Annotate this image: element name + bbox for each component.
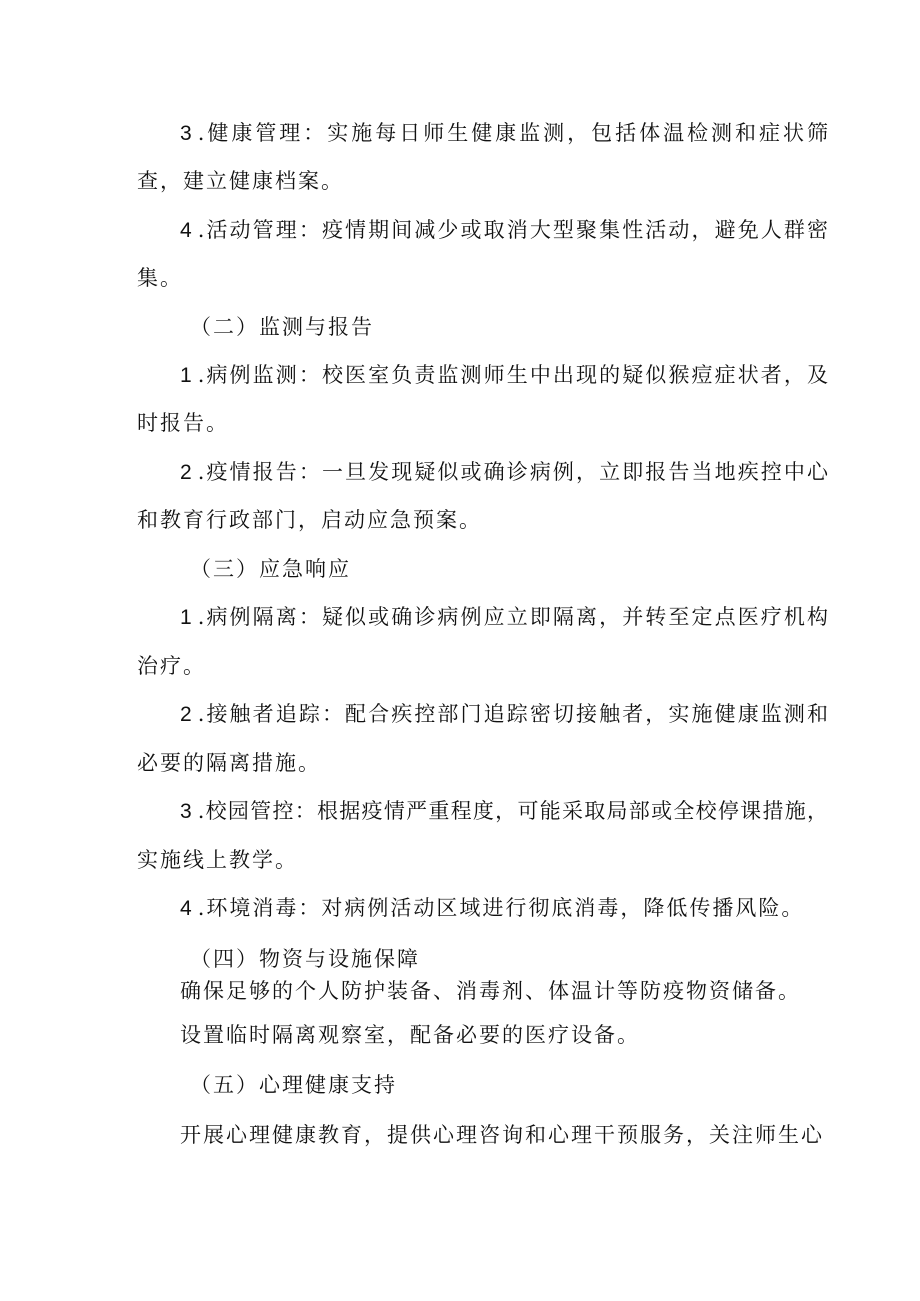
paragraph-epidemic-report-line2: 和教育行政部门，启动应急预案。 bbox=[137, 508, 482, 532]
paragraph-text: .病例隔离：疑似或确诊病例应立即隔离，并转至定点医疗机构 bbox=[197, 605, 828, 629]
item-number: 4 bbox=[180, 897, 192, 920]
item-number: 1 bbox=[180, 606, 192, 629]
paragraph-text: .接触者追踪：配合疾控部门追踪密切接触者，实施健康监测和 bbox=[197, 702, 828, 726]
paragraph-isolation-room: 设置临时隔离观察室，配备必要的医疗设备。 bbox=[180, 1023, 640, 1047]
paragraph-mental-health: 开展心理健康教育，提供心理咨询和心理干预服务，关注师生心 bbox=[180, 1123, 824, 1147]
item-number: 1 bbox=[180, 364, 192, 387]
paragraph-case-monitoring-line2: 时报告。 bbox=[137, 411, 229, 435]
paragraph-disinfection bbox=[180, 893, 804, 924]
paragraph-contact-tracing-line1 bbox=[180, 699, 828, 730]
paragraph-health-management-line2: 查，建立健康档案。 bbox=[137, 169, 344, 193]
section-heading-supplies: （四）物资与设施保障 bbox=[190, 947, 420, 971]
item-number: 4 bbox=[180, 219, 192, 242]
paragraph-case-isolation-line2: 治疗。 bbox=[137, 654, 206, 678]
paragraph-contact-tracing-line2: 必要的隔离措施。 bbox=[137, 751, 321, 775]
paragraph-case-monitoring-line1 bbox=[180, 360, 828, 391]
item-number: 3 bbox=[180, 122, 192, 145]
paragraph-campus-control-line1 bbox=[180, 796, 828, 827]
paragraph-text: .校园管控：根据疫情严重程度，可能采取局部或全校停课措施， bbox=[197, 799, 828, 823]
item-number: 2 bbox=[180, 461, 192, 484]
section-heading-monitoring: （二）监测与报告 bbox=[190, 315, 374, 339]
paragraph-text: .活动管理：疫情期间减少或取消大型聚集性活动，避免人群密 bbox=[197, 218, 828, 242]
paragraph-epidemic-report-line1 bbox=[180, 457, 828, 488]
paragraph-health-management-line1 bbox=[180, 118, 828, 149]
paragraph-campus-control-line2: 实施线上教学。 bbox=[137, 848, 298, 872]
section-heading-mental-health: （五）心理健康支持 bbox=[190, 1073, 397, 1097]
paragraph-activity-management-line1 bbox=[180, 215, 828, 246]
paragraph-text: .疫情报告：一旦发现疑似或确诊病例，立即报告当地疾控中心 bbox=[197, 460, 828, 484]
section-heading-emergency: （三）应急响应 bbox=[190, 557, 351, 581]
item-number: 2 bbox=[180, 703, 192, 726]
paragraph-text: .健康管理：实施每日师生健康监测，包括体温检测和症状筛 bbox=[197, 121, 828, 145]
item-number: 3 bbox=[180, 800, 192, 823]
paragraph-supplies-reserve: 确保足够的个人防护装备、消毒剂、体温计等防疫物资储备。 bbox=[180, 979, 801, 1003]
paragraph-text: .病例监测：校医室负责监测师生中出现的疑似猴痘症状者，及 bbox=[197, 363, 828, 387]
paragraph-case-isolation-line1 bbox=[180, 602, 828, 633]
paragraph-activity-management-line2: 集。 bbox=[137, 266, 183, 290]
paragraph-text: .环境消毒：对病例活动区域进行彻底消毒，降低传播风险。 bbox=[197, 896, 805, 920]
